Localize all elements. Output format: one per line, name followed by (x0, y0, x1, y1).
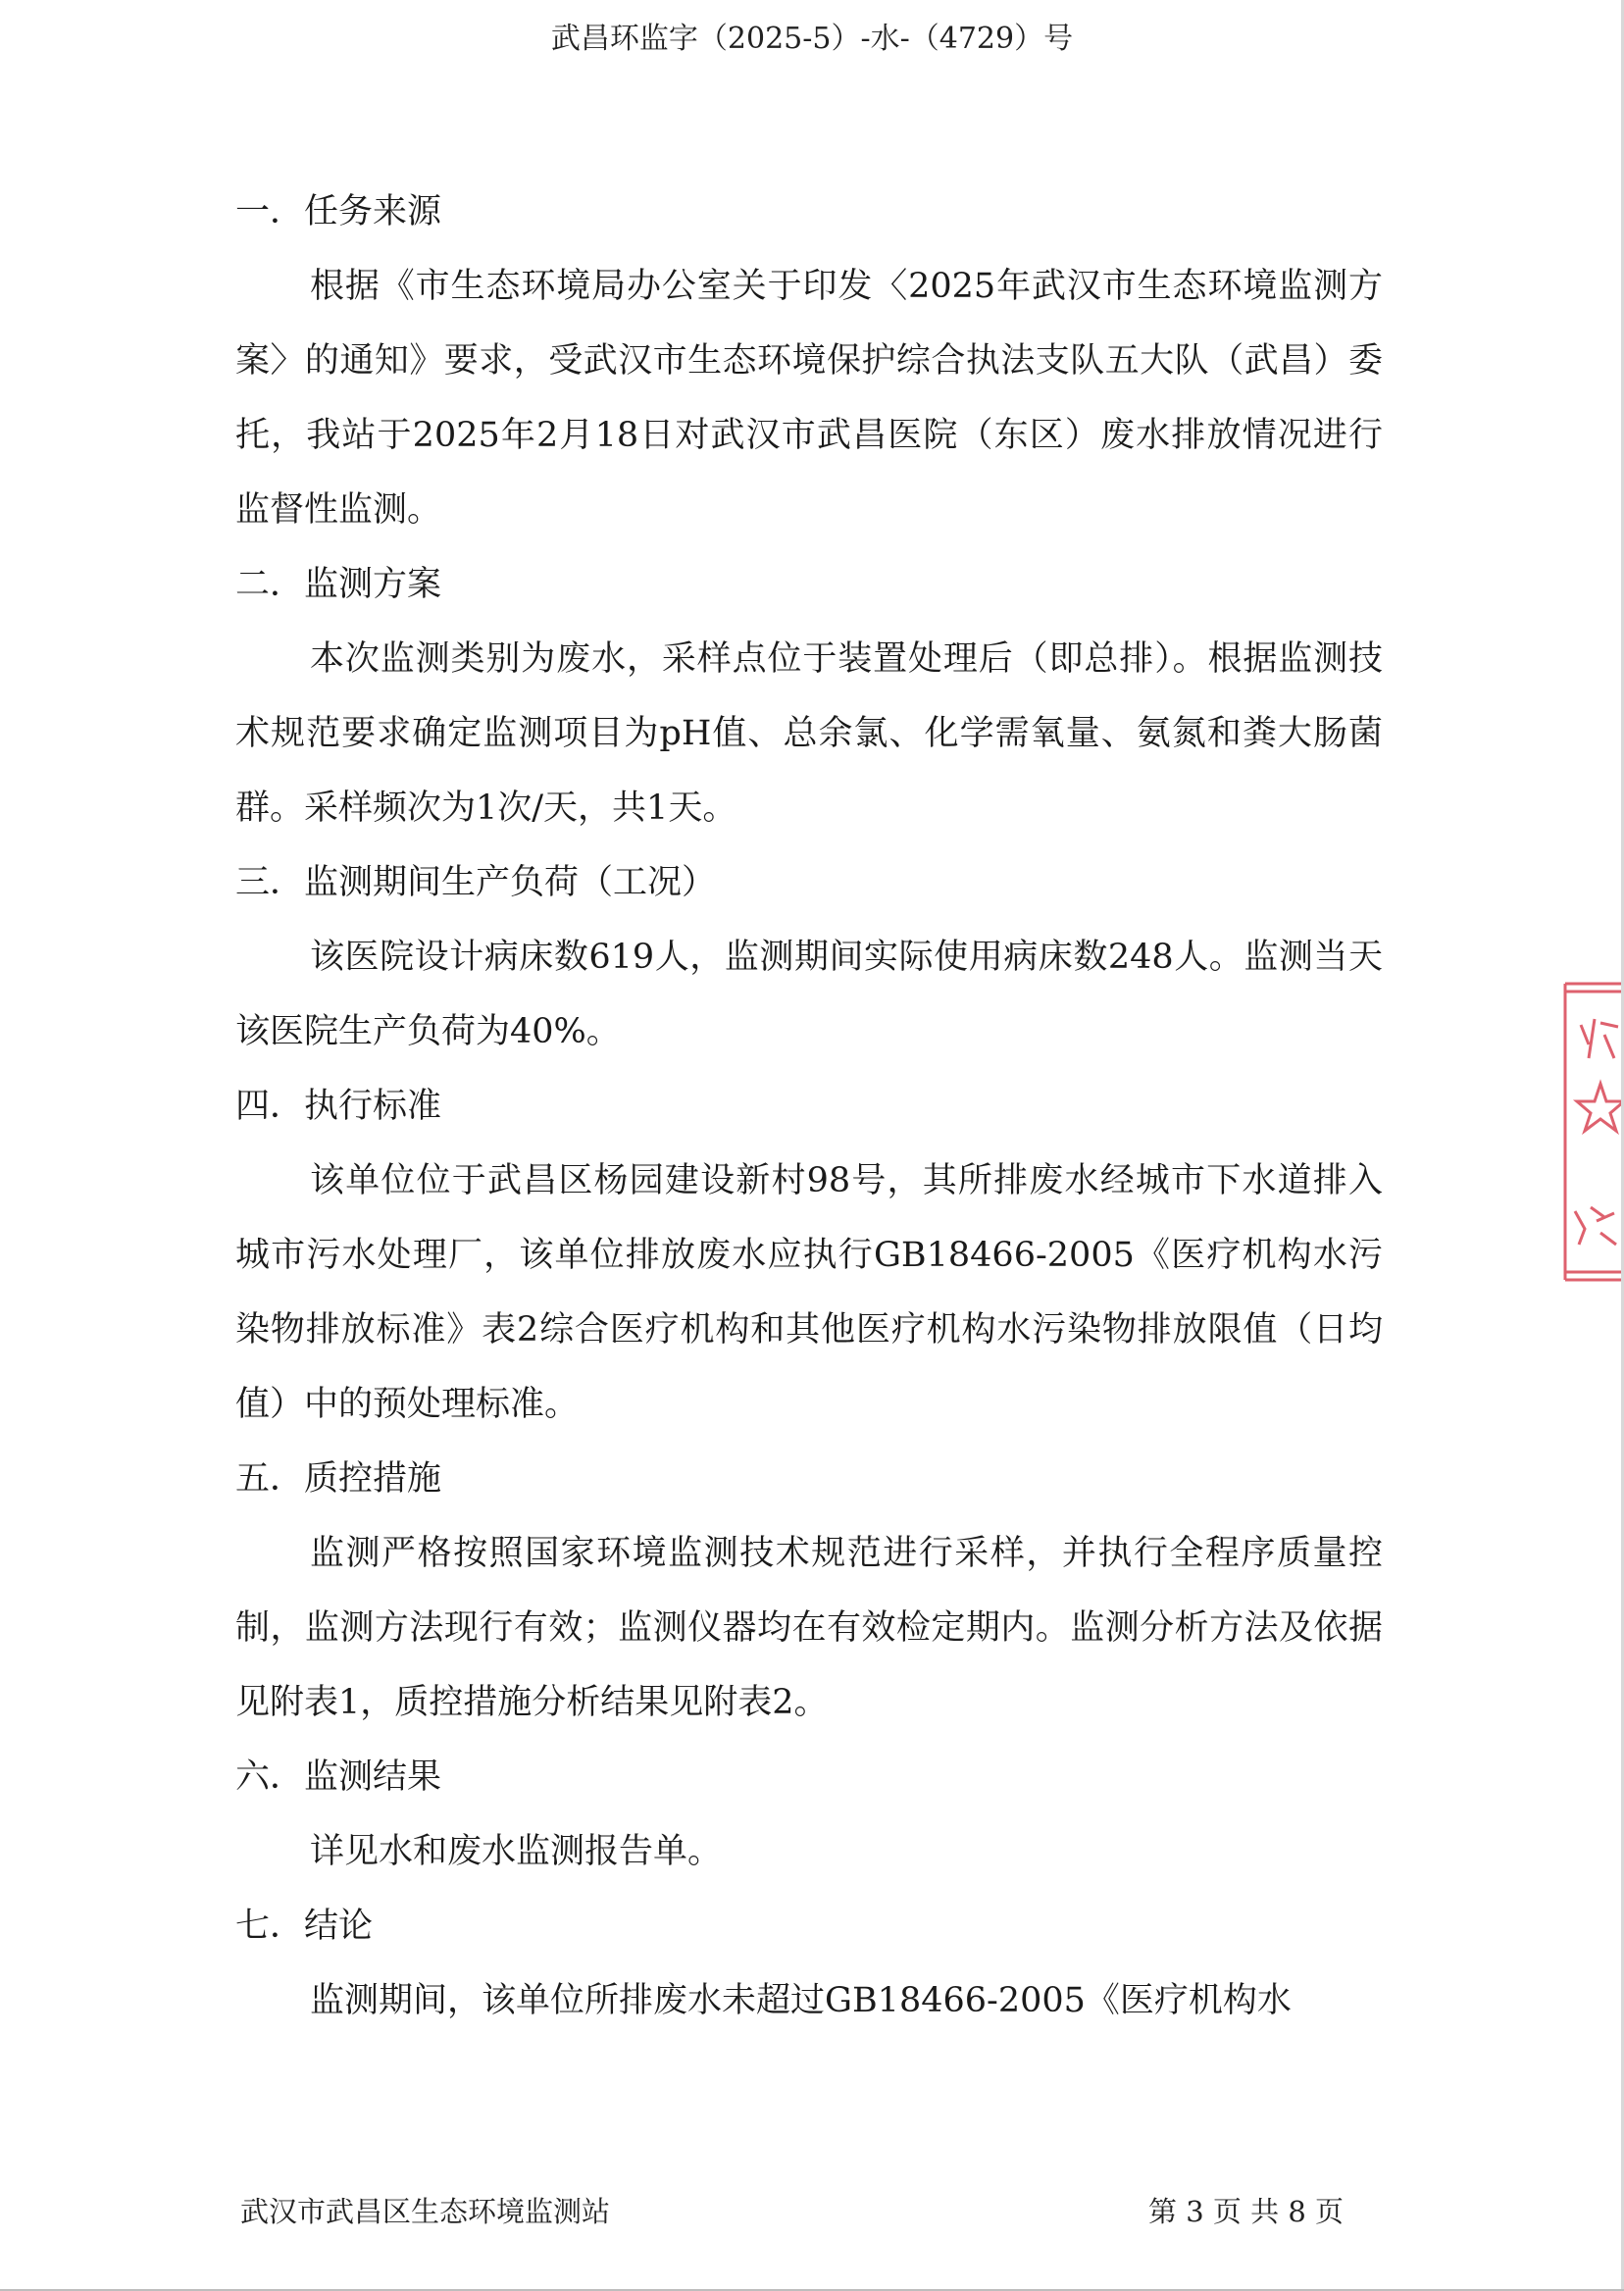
seal-stamp-icon (1561, 976, 1624, 1290)
section-production-load (235, 845, 1383, 1069)
section-paragraph: 该医院设计病床数619人，监测期间实际使用病床数248人。监测当天该医院生产负荷为40%。 (235, 938, 1383, 1051)
section-monitoring-plan (235, 547, 1383, 845)
section-heading: 二．监测方案 (235, 565, 442, 604)
section-heading: 五．质控措施 (235, 1459, 442, 1499)
section-heading: 一．任务来源 (235, 192, 442, 231)
section-heading: 七．结论 (235, 1907, 374, 1946)
report-body (235, 175, 1383, 2038)
section-paragraph: 监测期间，该单位所排废水未超过GB18466-2005《医疗机构水 (310, 1981, 1292, 2020)
section-heading: 四．执行标准 (235, 1087, 442, 1126)
section-paragraph: 该单位位于武昌区杨园建设新村98号，其所排废水经城市下水道排入城市污水处理厂，该单位排放废水应执行GB18466-2005《医疗机构水污染物排放标准》表2综合医疗机构和其他医疗机构水污染物排放限值（日均值）中的预处理标准。 (235, 1161, 1383, 1424)
section-heading: 六．监测结果 (235, 1757, 442, 1797)
section-standard (235, 1069, 1383, 1442)
section-heading: 三．监测期间生产负荷（工况） (235, 863, 717, 902)
section-paragraph: 监测严格按照国家环境监测技术规范进行采样，并执行全程序质量控制，监测方法现行有效；监测仪器均在有效检定期内。监测分析方法及依据见附表1，质控措施分析结果见附表2。 (235, 1534, 1383, 1722)
section-results (235, 1740, 1383, 1889)
section-conclusion (235, 1889, 1383, 2038)
footer-organization: 武汉市武昌区生态环境监测站 (240, 2195, 611, 2228)
document-number: 武昌环监字（2025-5）-水-（4729）号 (550, 22, 1074, 56)
section-paragraph: 详见水和废水监测报告单。 (310, 1832, 723, 1871)
section-paragraph: 根据《市生态环境局办公室关于印发〈2025年武汉市生态环境监测方案〉的通知》要求，受武汉市生态环境保护综合执法支队五大队（武昌）委托，我站于2025年2月18日对武汉市武昌医院（东区）废水排放情况进行监督性监测。 (235, 267, 1383, 530)
section-quality-control (235, 1442, 1383, 1740)
page-number: 第 3 页 共 8 页 (1148, 2195, 1344, 2228)
section-task-source (235, 175, 1383, 547)
section-paragraph: 本次监测类别为废水，采样点位于装置处理后（即总排）。根据监测技术规范要求确定监测项目为pH值、总余氯、化学需氧量、氨氮和粪大肠菌群。采样频次为1次/天，共1天。 (235, 639, 1383, 828)
